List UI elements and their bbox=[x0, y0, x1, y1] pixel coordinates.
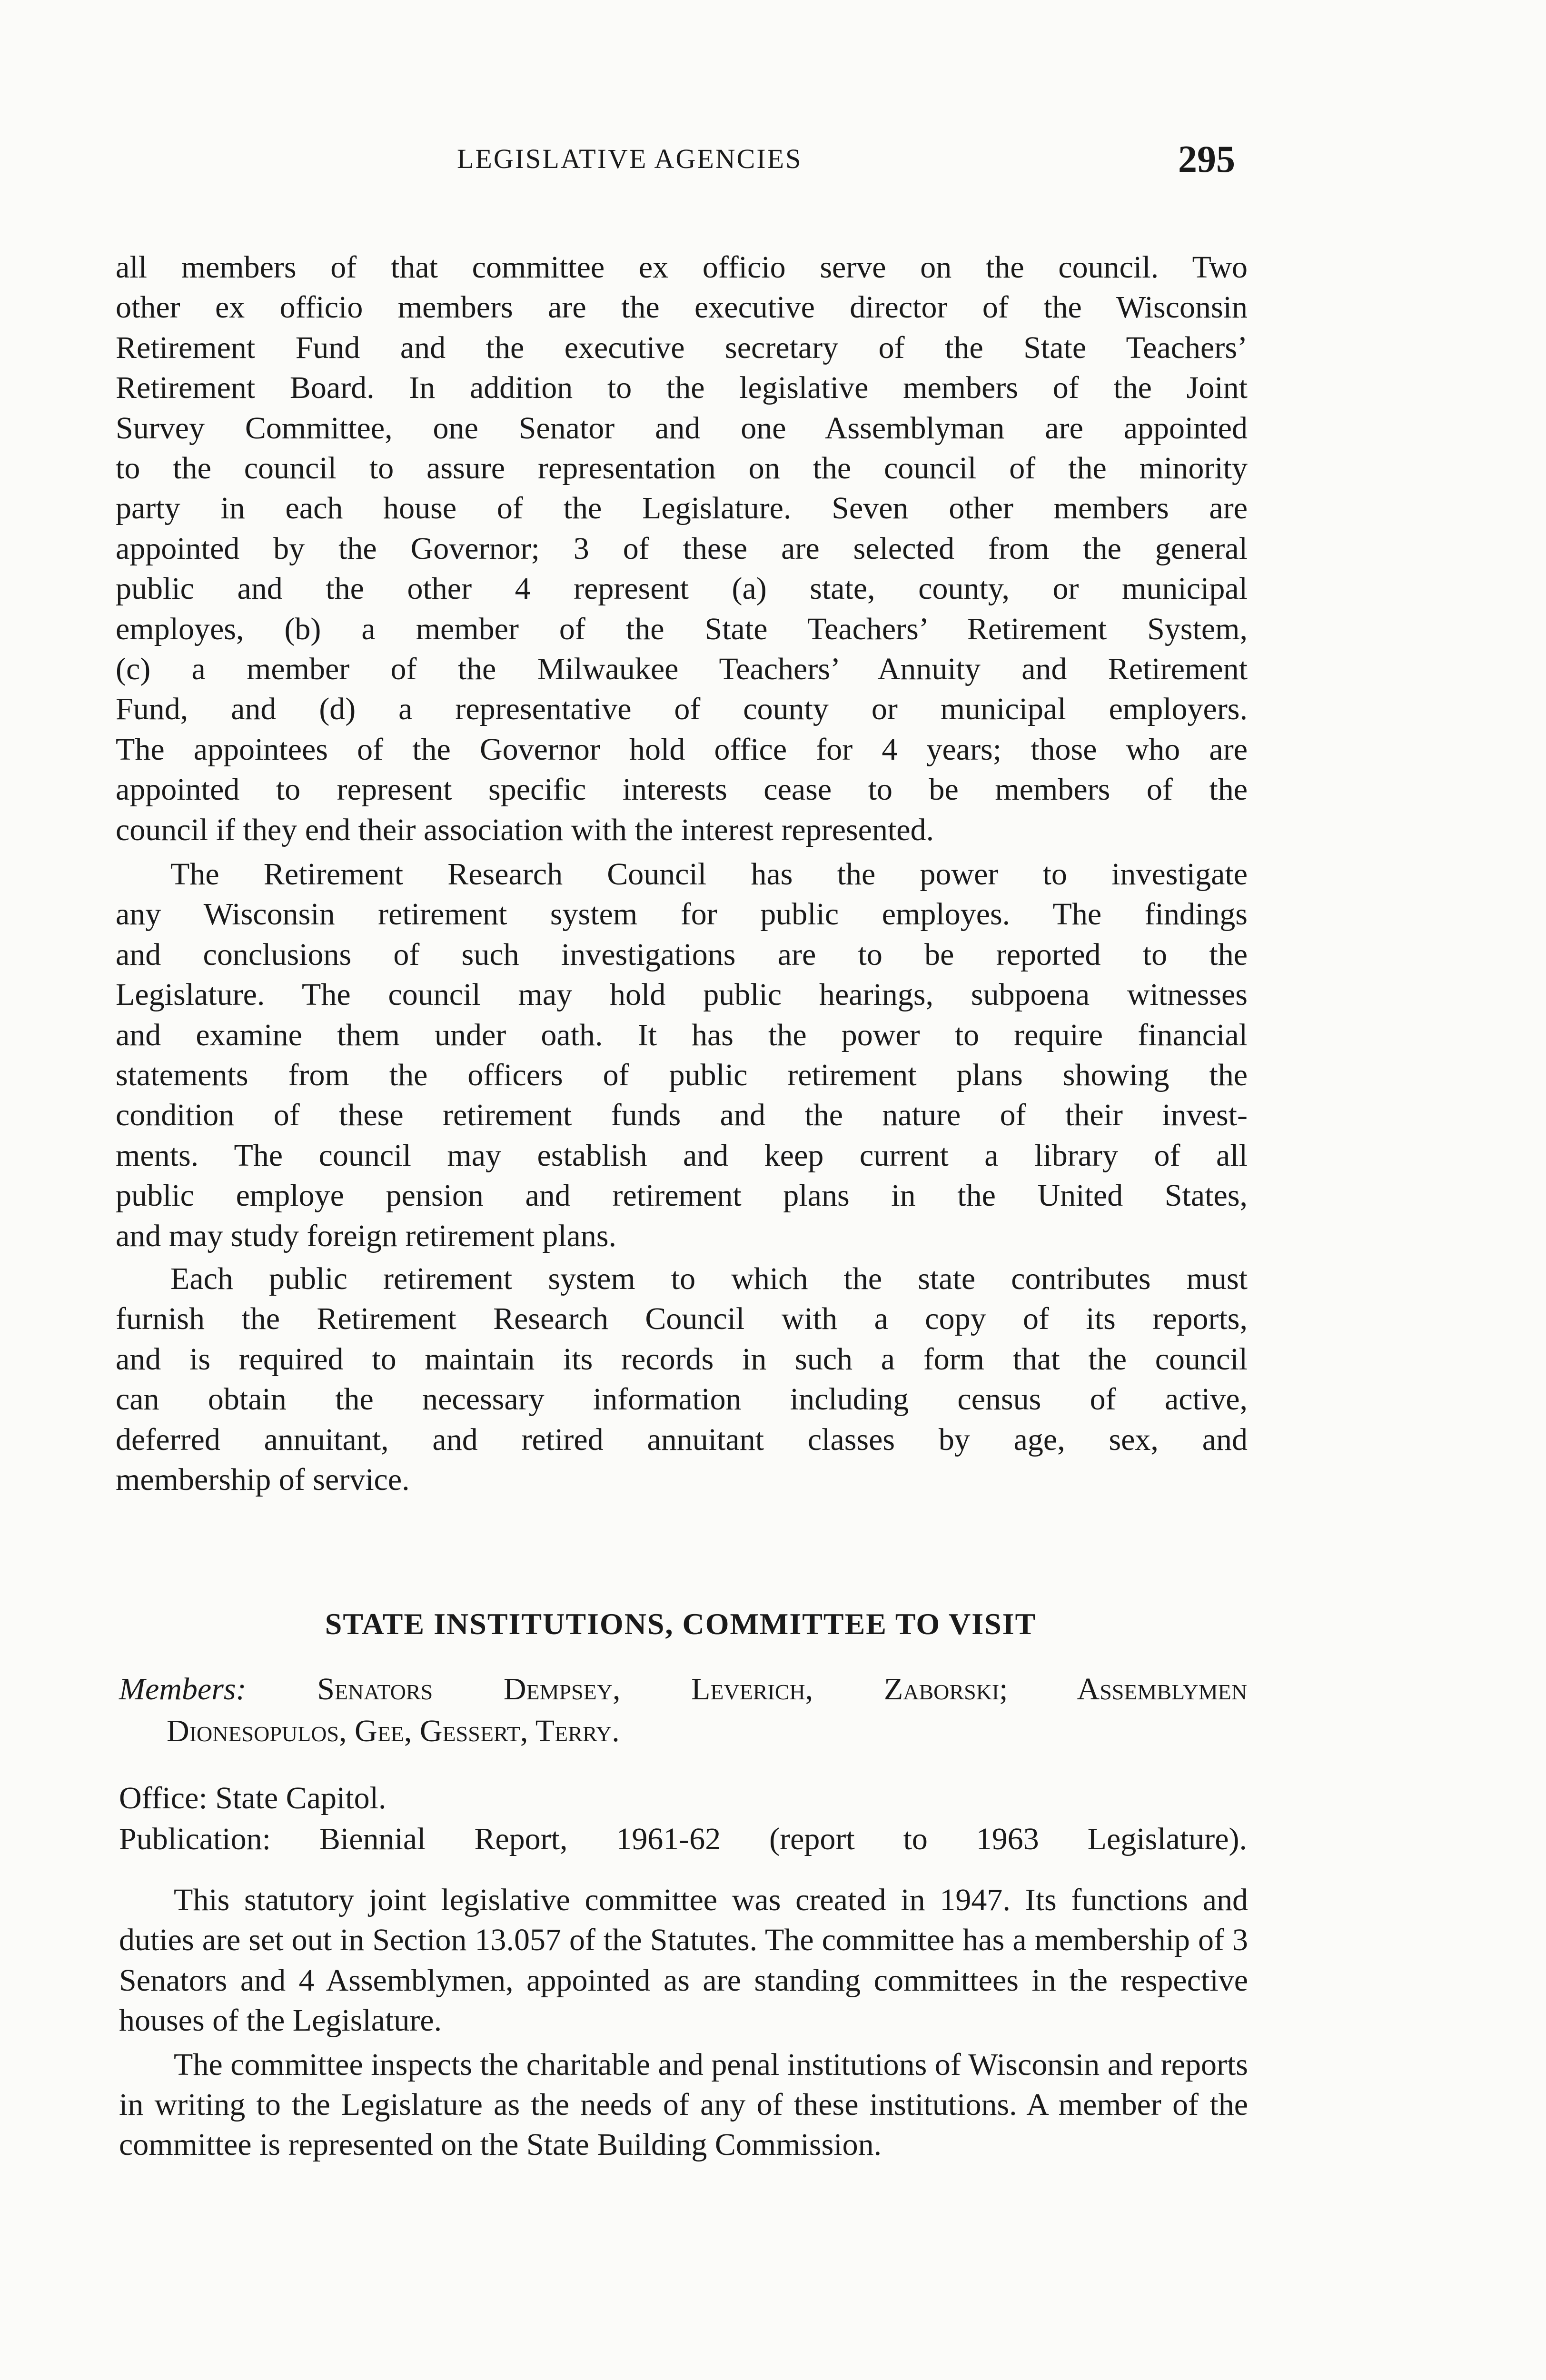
text-line: employes, (b) a member of the State Teachers’ Retirement System, bbox=[116, 611, 1248, 646]
text-line: membership of service. bbox=[116, 1462, 410, 1497]
text-line: Legislature. The council may hold public hearings, subpoena witnesses bbox=[116, 977, 1248, 1012]
text-line: The appointees of the Governor hold office for 4 years; those who are bbox=[116, 732, 1248, 767]
text-line: any Wisconsin retirement system for public employes. The findings bbox=[116, 897, 1248, 932]
paragraph-council-membership bbox=[116, 248, 1248, 850]
text-line: council if they end their association with the interest represented. bbox=[116, 812, 934, 847]
page-number: 295 bbox=[1178, 139, 1235, 180]
members-label: Members: bbox=[119, 1672, 247, 1706]
members-line bbox=[119, 1668, 1247, 1710]
text-line: party in each house of the Legislature. Seven other members are bbox=[116, 491, 1248, 526]
text-line: ments. The council may establish and keep current a library of all bbox=[116, 1138, 1248, 1173]
paragraph-retirement-reports bbox=[116, 1259, 1248, 1500]
text-line: public employe pension and retirement plans in the United States, bbox=[116, 1178, 1248, 1213]
publication-line: Publication: Biennial Report, 1961-62 (report to 1963 Legislature). bbox=[119, 1822, 1247, 1856]
members-names-continued: Dionesopulos, Gee, Gessert, Terry. bbox=[167, 1714, 620, 1748]
text-line: Fund, and (d) a representative of county or municipal employers. bbox=[116, 692, 1248, 727]
text-line: and may study foreign retirement plans. bbox=[116, 1218, 617, 1253]
text-line: and conclusions of such investigations are to be reported to the bbox=[116, 937, 1248, 972]
text-line: Survey Committee, one Senator and one Assemblyman are appointed bbox=[116, 410, 1248, 446]
paragraph-council-powers bbox=[116, 854, 1248, 1256]
text-line: deferred annuitant, and retired annuitant classes by age, sex, and bbox=[116, 1422, 1248, 1457]
text-line: and examine them under oath. It has the power to require financial bbox=[116, 1017, 1248, 1052]
office-line: Office: State Capitol. bbox=[119, 1781, 386, 1815]
text-line: other ex officio members are the executive director of the Wisconsin bbox=[116, 290, 1248, 325]
paragraph-committee-creation: This statutory joint legislative committee was created in 1947. Its functions and duties are set out in Section 13.057 of the Statutes. The committee has a membership of 3 Senators and 4 Assemblymen, appointed as are standing committees in the respective houses of the Legislature. bbox=[119, 1883, 1248, 2038]
text-line: (c) a member of the Milwaukee Teachers’ Annuity and Retirement bbox=[116, 652, 1248, 687]
section-heading: STATE INSTITUTIONS, COMMITTEE TO VISIT bbox=[325, 1607, 1037, 1641]
running-head: LEGISLATIVE AGENCIES bbox=[457, 143, 803, 174]
office-info bbox=[119, 1778, 1247, 1860]
text-line: statements from the officers of public retirement plans showing the bbox=[116, 1058, 1248, 1093]
text-line: condition of these retirement funds and the nature of their invest- bbox=[116, 1098, 1248, 1133]
text-line: Each public retirement system to which the state contributes must bbox=[170, 1261, 1248, 1296]
members-list bbox=[119, 1668, 1247, 1752]
text-line: appointed to represent specific interests cease to be members of the bbox=[116, 772, 1248, 807]
committee-description bbox=[119, 1880, 1248, 2169]
text-line: Retirement Fund and the executive secretary of the State Teachers’ bbox=[116, 330, 1248, 365]
text-line: furnish the Retirement Research Council with a copy of its reports, bbox=[116, 1301, 1248, 1337]
text-line: Retirement Board. In addition to the legislative members of the Joint bbox=[116, 370, 1248, 406]
members-names: Senators Dempsey, Leverich, Zaborski; Assemblymen bbox=[317, 1672, 1247, 1706]
text-line: The Retirement Research Council has the power to investigate bbox=[170, 857, 1248, 892]
text-line: and is required to maintain its records in such a form that the council bbox=[116, 1341, 1248, 1377]
text-line: to the council to assure representation on the council of the minority bbox=[116, 451, 1248, 486]
text-line: public and the other 4 represent (a) state, county, or municipal bbox=[116, 571, 1248, 606]
text-line: can obtain the necessary information including census of active, bbox=[116, 1382, 1248, 1417]
text-line: appointed by the Governor; 3 of these are selected from the general bbox=[116, 531, 1248, 566]
paragraph-committee-duties: The committee inspects the charitable and penal institutions of Wisconsin and reports in writing to the Legislature as the needs of any of these institutions. A member of the committee is represented on the State Building Commission. bbox=[119, 2047, 1248, 2162]
text-line: all members of that committee ex officio serve on the council. Two bbox=[116, 250, 1248, 285]
